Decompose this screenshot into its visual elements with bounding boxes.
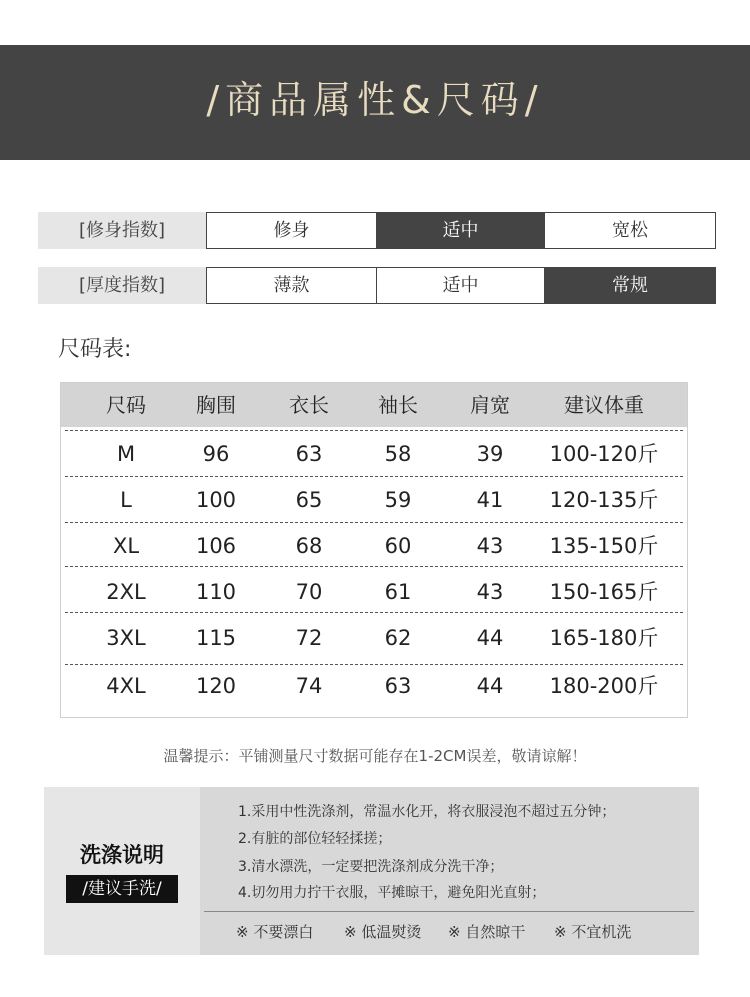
cell-size: XL xyxy=(112,534,140,558)
table-row xyxy=(61,615,687,661)
cell-size: 3XL xyxy=(106,626,146,650)
cell-length: 63 xyxy=(295,442,323,466)
cell-size: M xyxy=(116,442,136,466)
column-header-length: 衣长 xyxy=(289,393,329,417)
measurement-notice: 温馨提示：平铺测量尺寸数据可能存在1-2CM误差，敬请谅解！ xyxy=(163,747,587,765)
thickness-option-regular: 常规 xyxy=(544,267,716,304)
cell-size: 2XL xyxy=(106,580,146,604)
size-chart-heading: 尺码表: xyxy=(58,337,132,362)
cell-shoulder: 44 xyxy=(476,626,504,650)
washing-step: 4.切勿用力拧干衣服，平摊晾干，避免阳光直射； xyxy=(238,885,546,901)
cell-weight: 150-165斤 xyxy=(549,580,659,604)
cell-size: L xyxy=(120,488,132,512)
fit-option-loose: 宽松 xyxy=(544,212,716,249)
column-header-sleeve: 袖长 xyxy=(378,393,418,417)
washing-title-panel xyxy=(44,787,200,955)
washing-subtitle: /建议手洗/ xyxy=(66,875,178,903)
cell-length: 65 xyxy=(295,488,323,512)
care-tag-low-iron: ※ 低温熨烫 xyxy=(344,923,422,941)
table-row xyxy=(61,663,687,709)
cell-chest: 110 xyxy=(195,580,237,604)
fit-option-slim: 修身 xyxy=(206,212,377,249)
cell-shoulder: 44 xyxy=(476,674,504,698)
cell-chest: 106 xyxy=(195,534,237,558)
cell-length: 74 xyxy=(295,674,323,698)
cell-sleeve: 58 xyxy=(384,442,412,466)
cell-weight: 180-200斤 xyxy=(549,674,659,698)
row-divider xyxy=(65,566,683,567)
page-title: /商品属性&尺码/ xyxy=(206,78,544,122)
washing-step: 1.采用中性洗涤剂，常温水化开，将衣服浸泡不超过五分钟； xyxy=(238,804,616,820)
cell-chest: 120 xyxy=(195,674,237,698)
thickness-option-thin: 薄款 xyxy=(206,267,377,304)
cell-chest: 115 xyxy=(195,626,237,650)
fit-index-label: [修身指数] xyxy=(38,212,206,249)
cell-sleeve: 61 xyxy=(384,580,412,604)
size-table-header xyxy=(61,383,687,427)
thickness-index-row xyxy=(38,267,716,304)
cell-length: 72 xyxy=(295,626,323,650)
table-row xyxy=(61,477,687,523)
cell-chest: 96 xyxy=(202,442,230,466)
washing-divider xyxy=(204,911,694,912)
washing-step: 3.清水漂洗，一定要把洗涤剂成分洗干净； xyxy=(238,859,504,875)
table-row xyxy=(61,569,687,615)
washing-step: 2.有脏的部位轻轻揉搓； xyxy=(238,831,392,847)
care-tag-no-machine-wash: ※ 不宜机洗 xyxy=(554,923,632,941)
table-row xyxy=(61,523,687,569)
cell-sleeve: 59 xyxy=(384,488,412,512)
thickness-index-label: [厚度指数] xyxy=(38,267,206,304)
care-tag-air-dry: ※ 自然晾干 xyxy=(448,923,526,941)
cell-weight: 135-150斤 xyxy=(549,534,659,558)
thickness-option-medium: 适中 xyxy=(376,267,545,304)
cell-weight: 100-120斤 xyxy=(549,442,659,466)
cell-shoulder: 43 xyxy=(476,534,504,558)
size-table xyxy=(60,382,688,718)
washing-details-panel xyxy=(200,787,699,955)
column-header-chest: 胸围 xyxy=(196,393,236,417)
care-tag-no-bleach: ※ 不要漂白 xyxy=(236,923,314,941)
washing-title: 洗涤说明 xyxy=(80,843,164,867)
cell-sleeve: 62 xyxy=(384,626,412,650)
cell-length: 68 xyxy=(295,534,323,558)
column-header-weight: 建议体重 xyxy=(564,393,644,417)
cell-weight: 165-180斤 xyxy=(549,626,659,650)
fit-option-regular: 适中 xyxy=(376,212,545,249)
cell-size: 4XL xyxy=(106,674,146,698)
cell-length: 70 xyxy=(295,580,323,604)
cell-shoulder: 39 xyxy=(476,442,504,466)
row-divider xyxy=(65,612,683,613)
table-row xyxy=(61,431,687,477)
column-header-shoulder: 肩宽 xyxy=(470,393,510,417)
fit-index-row xyxy=(38,212,716,249)
cell-sleeve: 63 xyxy=(384,674,412,698)
cell-shoulder: 43 xyxy=(476,580,504,604)
cell-sleeve: 60 xyxy=(384,534,412,558)
cell-weight: 120-135斤 xyxy=(549,488,659,512)
column-header-size: 尺码 xyxy=(106,393,146,417)
cell-shoulder: 41 xyxy=(476,488,504,512)
washing-instructions xyxy=(44,787,699,955)
cell-chest: 100 xyxy=(195,488,237,512)
